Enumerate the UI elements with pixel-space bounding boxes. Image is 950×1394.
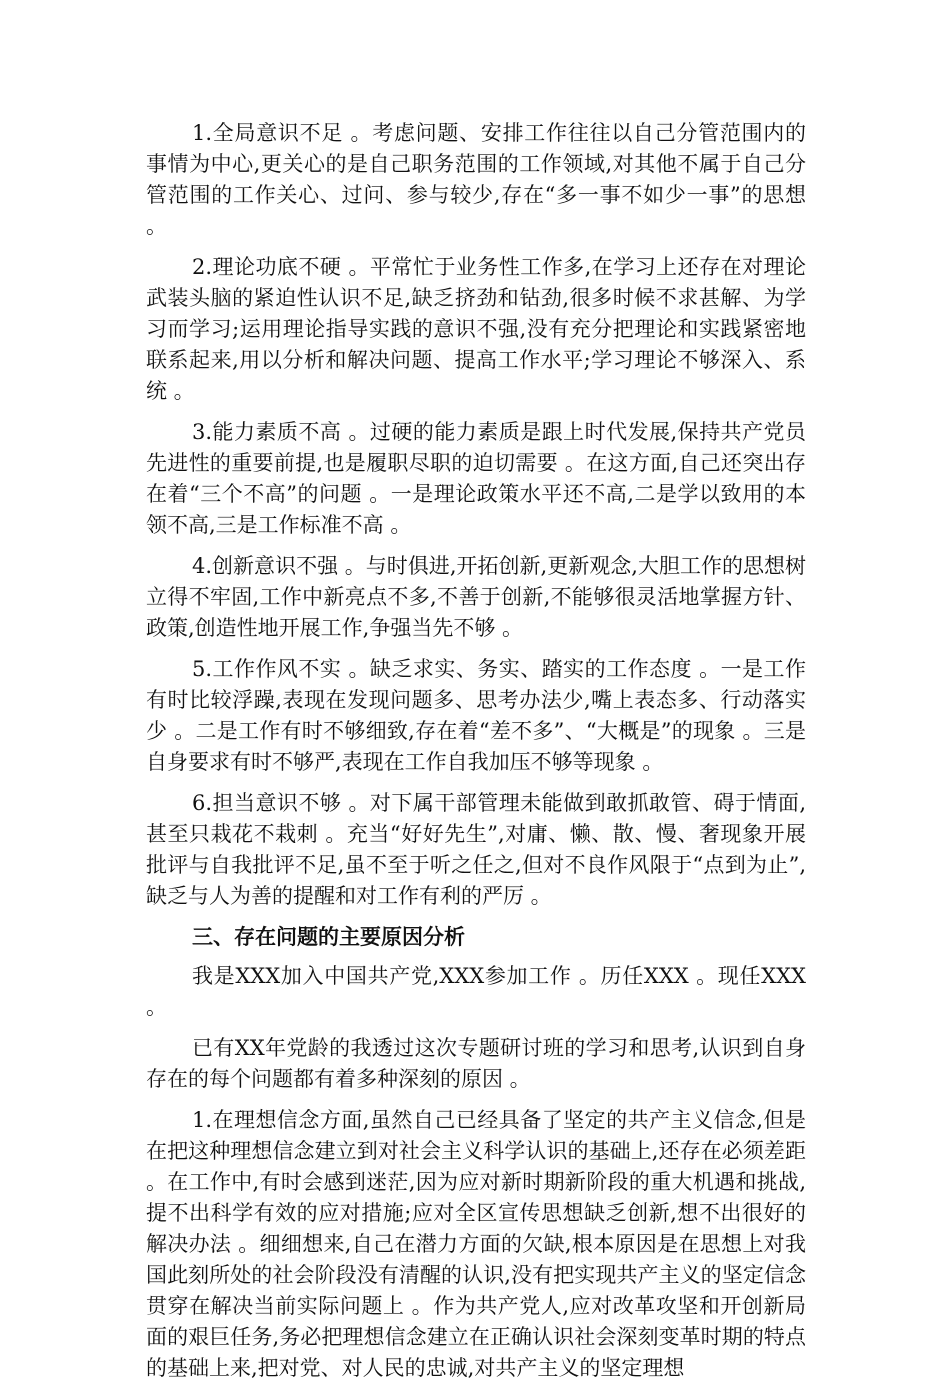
paragraph-theory-foundation: 2.理论功底不硬 。平常忙于业务性工作多,在学习上还存在对理论武装头脑的紧迫性认识不足,缺乏挤劲和钻劲,很多时候不求甚解、为学习而学习;运用理论指导实践的意识不强,没有充分把理论和实践紧密地联系起来,用以分析和解决问题、提高工作水平;学习理论不够深入、系统 。 [146, 255, 806, 403]
paragraph-ideals-beliefs: 1.在理想信念方面,虽然自己已经具备了坚定的共产主义信念,但是在把这种理想信念建立到对社会主义科学认识的基础上,还存在必须差距 。在工作中,有时会感到迷茫,因为应对新时期新阶段的重大机遇和挑战,提不出科学有效的应对措施;应对全区宣传思想缺乏创新,想不出很好的解决办法 。细细想来,自己在潜力方面的欠缺,根本原因是在思想上对我国此刻所处的社会阶段没有清醒的认识,没有把实现共产主义的坚定信念贯穿在解决当前实际问题上 。作为共产党人,应对改革攻坚和开创新局面的艰巨任务,务必把理想信念建立在正确认识社会深刻变革时期的特点的基础上来,把对党、对人民的忠诚,对共产主义的坚定理想 [146, 1108, 806, 1380]
paragraph-responsibility-awareness: 6.担当意识不够 。对下属干部管理未能做到敢抓敢管、碍于情面,甚至只栽花不栽刺 。充当“好好先生”,对庸、懒、散、慢、奢现象开展批评与自我批评不足,虽不至于听之任之,但对不良作风限于“点到为止”,缺乏与人为善的提醒和对工作有利的严厉 。 [146, 791, 806, 908]
paragraph-party-tenure: 已有XX年党龄的我透过这次专题研讨班的学习和思考,认识到自身存在的每个问题都有着多种深刻的原因 。 [146, 1036, 806, 1091]
section-heading-cause-analysis: 三、存在问题的主要原因分析 [192, 925, 465, 949]
paragraph-ability-quality: 3.能力素质不高 。过硬的能力素质是跟上时代发展,保持共产党员先进性的重要前提,也是履职尽职的迫切需要 。在这方面,自己还突出存在着“三个不高”的问题 。一是理论政策水平还不高,二是学以致用的本领不高,三是工作标准不高 。 [146, 420, 806, 537]
paragraph-personal-history: 我是XXX加入中国共产党,XXX参加工作 。历任XXX 。现任XXX 。 [146, 964, 806, 1019]
paragraph-innovation-awareness: 4.创新意识不强 。与时俱进,开拓创新,更新观念,大胆工作的思想树立得不牢固,工作中新亮点不多,不善于创新,不能够很灵活地掌握方针、政策,创造性地开展工作,争强当先不够 。 [146, 554, 806, 640]
paragraph-work-style: 5.工作作风不实 。缺乏求实、务实、踏实的工作态度 。一是工作有时比较浮躁,表现在发现问题多、思考办法少,嘴上表态多、行动落实少 。二是工作有时不够细致,存在着“差不多”、“大概是”的现象 。三是自身要求有时不够严,表现在工作自我加压不够等现象 。 [146, 657, 806, 774]
paragraph-global-awareness: 1.全局意识不足 。考虑问题、安排工作往往以自己分管范围内的事情为中心,更关心的是自己职务范围的工作领域,对其他不属于自己分管范围的工作关心、过问、参与较少,存在“多一事不如少一事”的思想 。 [146, 121, 806, 238]
document-body [146, 118, 806, 1394]
